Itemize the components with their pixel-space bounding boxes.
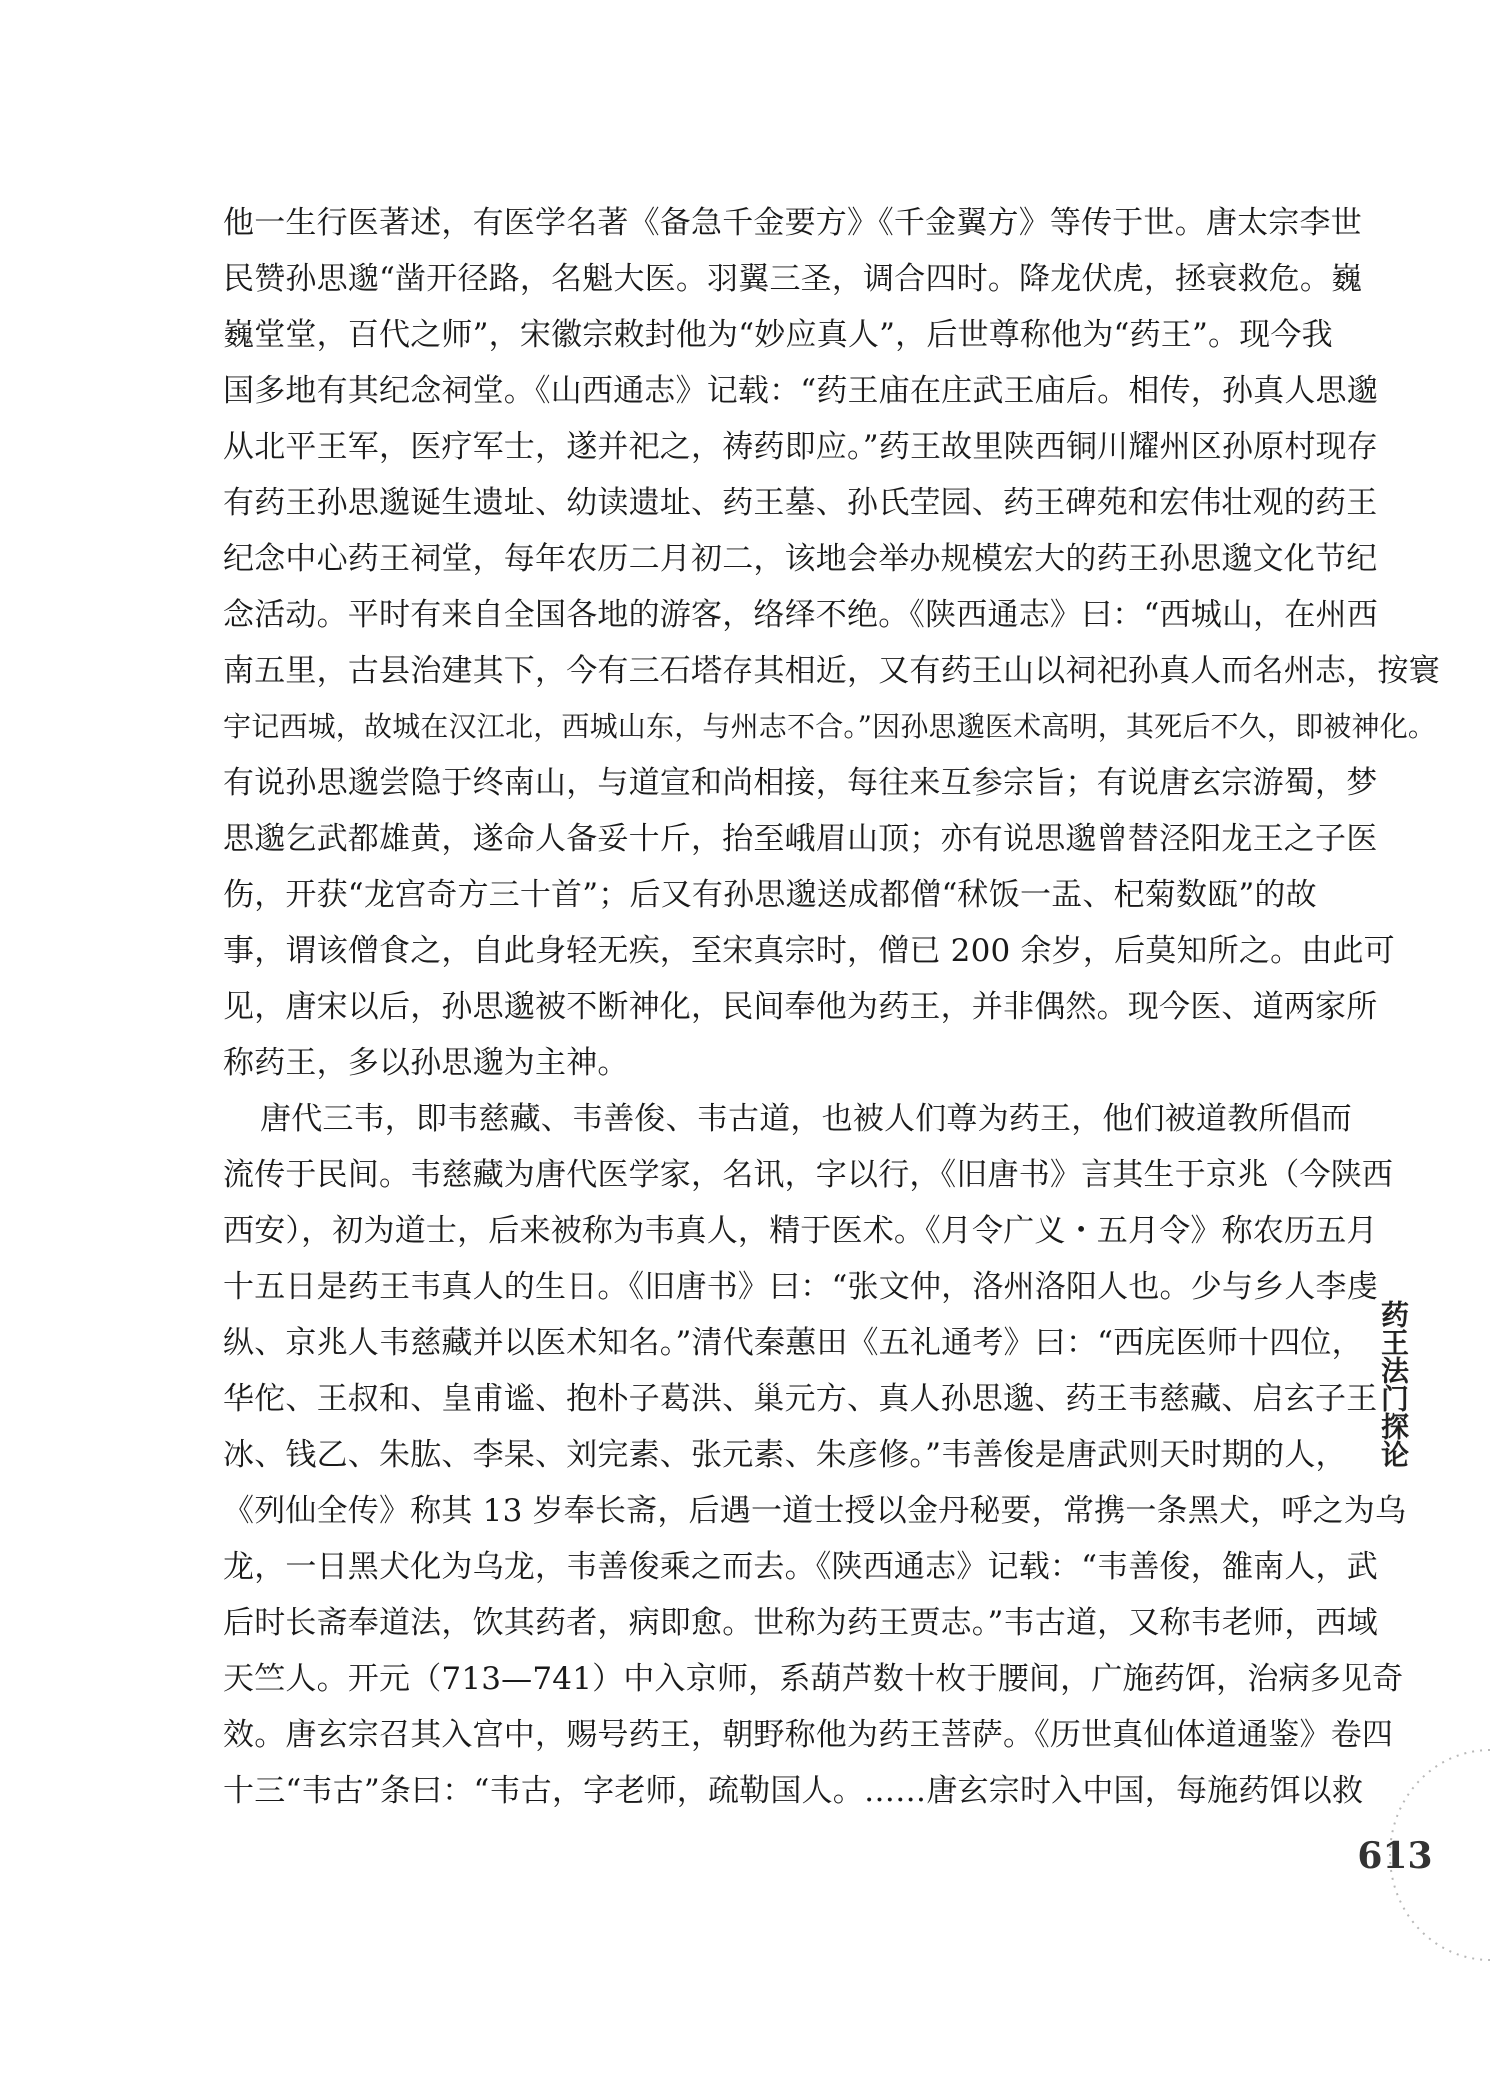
running-head-text: 药王法门探论 — [1377, 1300, 1410, 1468]
text-line: 流传于民间。韦慈藏为唐代医学家，名讯，字以行，《旧唐书》言其生于京兆（今陕西 — [223, 1157, 1394, 1193]
text-line: 巍堂堂，百代之师”，宋徽宗敕封他为“妙应真人”，后世尊称他为“药王”。现今我 — [223, 317, 1333, 353]
text-line: 龙，一日黑犬化为乌龙，韦善俊乘之而去。《陕西通志》记载：“韦善俊，雒南人，武 — [223, 1549, 1378, 1585]
text-line: 见，唐宋以后，孙思邈被不断神化，民间奉他为药王，并非偶然。现今医、道两家所 — [223, 989, 1378, 1025]
text-line: 民赞孙思邈“凿开径路，名魁大医。羽翼三圣，调合四时。降龙伏虎，拯衰救危。巍 — [223, 261, 1363, 297]
text-line: 冰、钱乙、朱肱、李杲、刘完素、张元素、朱彦修。”韦善俊是唐武则天时期的人， — [223, 1437, 1347, 1473]
text-line: 华佗、王叔和、皇甫谧、抱朴子葛洪、巢元方、真人孙思邈、药王韦慈藏、启玄子王 — [223, 1381, 1378, 1417]
text-line: 纵、京兆人韦慈藏并以医术知名。”清代秦蕙田《五礼通考》曰：“西庑医师十四位， — [223, 1325, 1363, 1361]
text-line: 思邈乞武都雄黄，遂命人备妥十斤，抬至峨眉山顶；亦有说思邈曾替泾阳龙王之子医 — [223, 821, 1378, 857]
text-line: 念活动。平时有来自全国各地的游客，络绎不绝。《陕西通志》曰：“西城山，在州西 — [223, 597, 1378, 633]
text-line: 十三“韦古”条曰：“韦古，字老师，疏勒国人。……唐玄宗时入中国，每施药饵以救 — [223, 1773, 1364, 1809]
text-line: 伤，开获“龙宫奇方三十首”；后又有孙思邈送成都僧“秫饭一盂、杞菊数瓯”的故 — [223, 877, 1317, 913]
text-line: 南五里，古县治建其下，今有三石塔存其相近，又有药王山以祠祀孙真人而名州志，按寰 — [223, 653, 1440, 689]
running-head-vertical — [1373, 1300, 1413, 1468]
text-line: 他一生行医著述，有医学名著《备急千金要方》《千金翼方》等传于世。唐太宗李世 — [223, 205, 1362, 241]
paragraph-start-line: 唐代三韦，即韦慈藏、韦善俊、韦古道，也被人们尊为药王，他们被道教所倡而 — [260, 1101, 1352, 1137]
text-line: 西安），初为道士，后来被称为韦真人，精于医术。《月令广义・五月令》称农历五月 — [223, 1213, 1378, 1249]
text-line: 称药王，多以孙思邈为主神。 — [223, 1045, 629, 1081]
text-line: 十五日是药王韦真人的生日。《旧唐书》曰：“张文仲，洛州洛阳人也。少与乡人李虔 — [223, 1269, 1378, 1305]
text-line: 宇记西城，故城在汉江北，西城山东，与州志不合。”因孙思邈医术高明，其死后不久，即被神化。 — [223, 710, 1437, 743]
text-line: 《列仙全传》称其 13 岁奉长斋，后遇一道士授以金丹秘要，常携一条黑犬，呼之为乌 — [223, 1493, 1407, 1529]
page-number: 613 — [1357, 1835, 1433, 1877]
text-line: 后时长斋奉道法，饮其药者，病即愈。世称为药王贾志。”韦古道，又称韦老师，西域 — [223, 1605, 1378, 1641]
text-line: 纪念中心药王祠堂，每年农历二月初二，该地会举办规模宏大的药王孙思邈文化节纪 — [223, 541, 1378, 577]
text-line: 有药王孙思邈诞生遗址、幼读遗址、药王墓、孙氏茔园、药王碑苑和宏伟壮观的药王 — [223, 485, 1378, 521]
text-line: 有说孙思邈尝隐于终南山，与道宣和尚相接，每往来互参宗旨；有说唐玄宗游蜀，梦 — [223, 765, 1378, 801]
text-line: 从北平王军，医疗军士，遂并祀之，祷药即应。”药王故里陕西铜川耀州区孙原村现存 — [223, 429, 1378, 465]
text-line: 国多地有其纪念祠堂。《山西通志》记载：“药王庙在庄武王庙后。相传，孙真人思邈 — [223, 373, 1378, 409]
text-line: 效。唐玄宗召其入宫中，赐号药王，朝野称他为药王菩萨。《历世真仙体道通鉴》卷四 — [223, 1717, 1394, 1753]
text-line: 事，谓该僧食之，自此身轻无疾，至宋真宗时，僧已 200 余岁，后莫知所之。由此可 — [223, 933, 1395, 969]
text-line: 天竺人。开元（713—741）中入京师，系葫芦数十枚于腰间，广施药饵，治病多见奇 — [223, 1661, 1404, 1697]
